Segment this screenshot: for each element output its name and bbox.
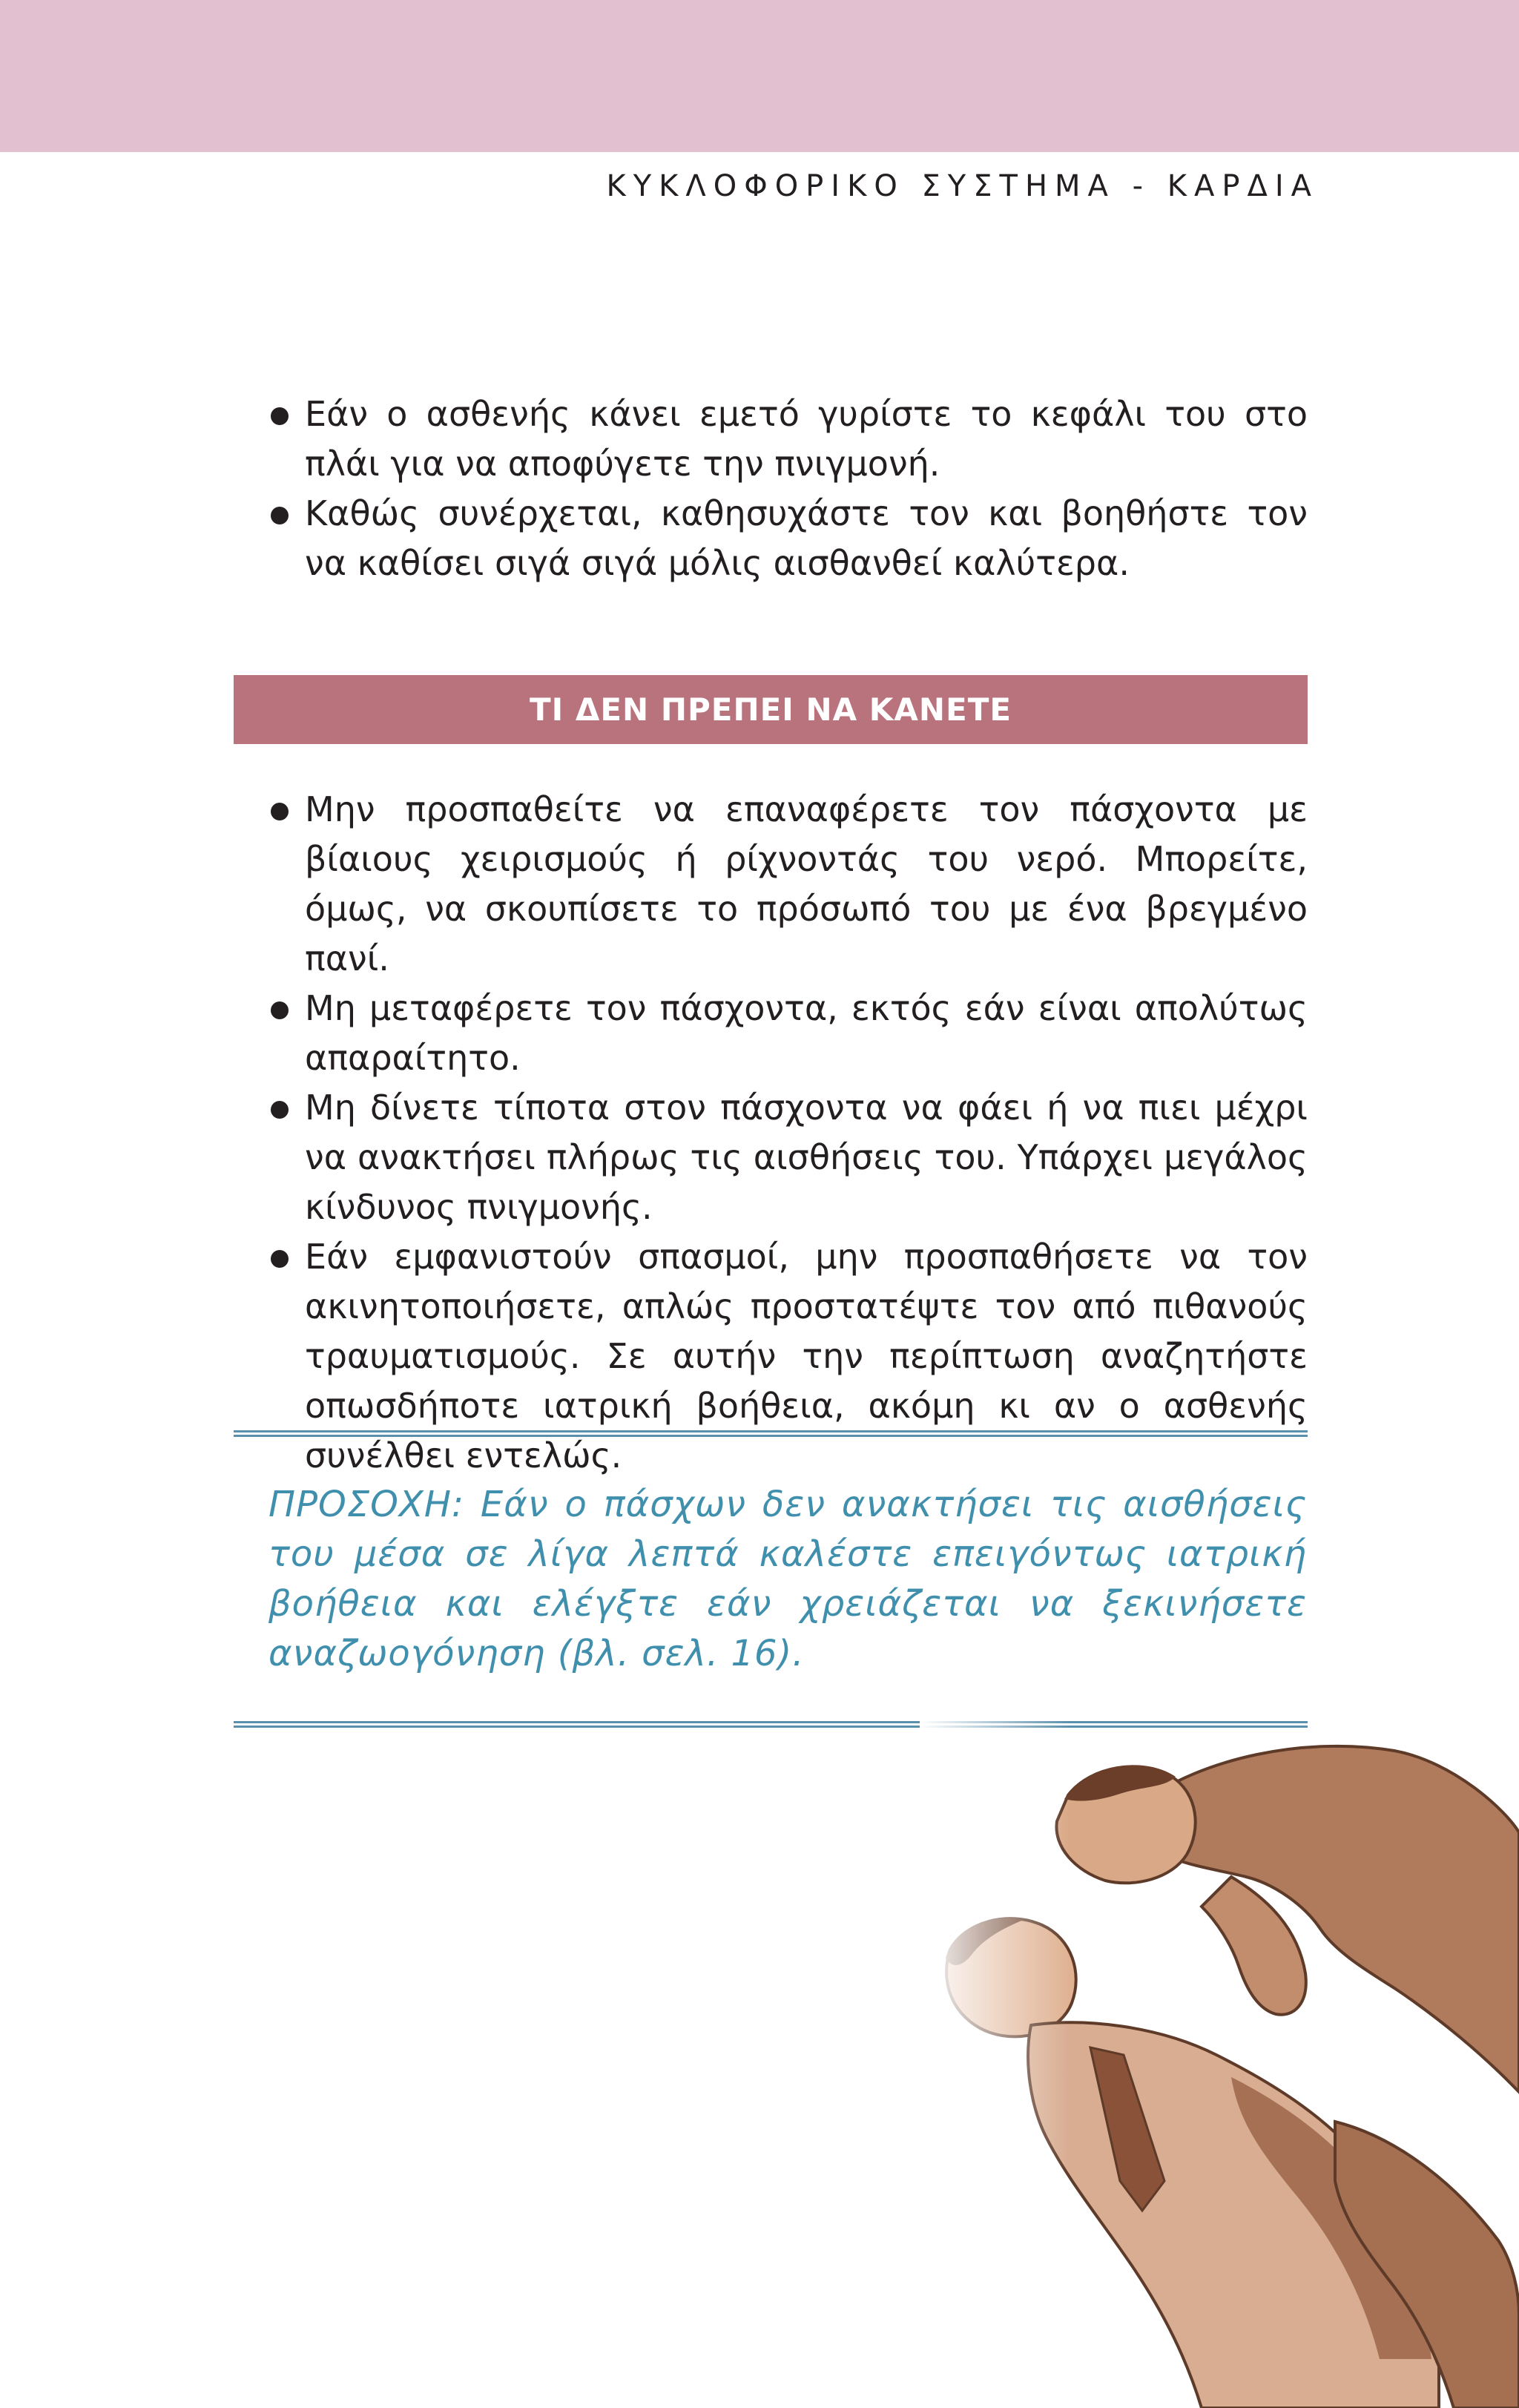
bullet-dot [271,1101,289,1119]
section-heading-bar [234,675,1308,744]
list-item [234,1232,1308,1481]
running-header: ΚΥΚΛΟΦΟΡΙΚΟ ΣΥΣΤΗΜΑ - ΚΑΡΔΙΑ [606,169,1319,203]
bullet-dot [271,803,289,820]
list-item-text: Μη μεταφέρετε τον πάσχοντα, εκτός εάν είναι απολύτως απαραίτητο. [305,988,1308,1078]
dont-do-bullet-list [234,785,1308,1481]
top-color-band [0,0,1519,152]
list-item-text: Εάν εμφανιστούν σπασμοί, μην προσπαθήσετε να τον ακινητοποιήσετε, απλώς προστατέψτε τον από πιθανούς τραυματισμούς. Σε αυτήν την περίπτωση αναζητήστε οπωσδήποτε ιατρική βοήθεια, ακόμη κι αν ο ασθενής συνέλθει εντελώς. [305,1237,1308,1476]
list-item [234,1083,1308,1232]
caution-note: ΠΡΟΣΟΧΗ: Εάν ο πάσχων δεν ανακτήσει τις αισθήσεις του μέσα σε λίγα λεπτά καλέστε επειγόντως ιατρική βοήθεια και ελέγξτε εάν χρειάζεται να ξεκινήσετε αναζωογόνηση (βλ. σελ. 16). [268,1484,1307,1674]
list-item [234,785,1308,984]
list-item-text: Μην προσπαθείτε να επαναφέρετε τον πάσχοντα με βίαιους χειρισμούς ή ρίχνοντάς του νερό. Μπορείτε, όμως, να σκουπίσετε το πρόσωπό του με ένα βρεγμένο πανί. [305,789,1308,978]
bullet-dot [271,507,289,524]
rescue-illustration [920,1706,1519,2408]
list-item [234,489,1308,588]
intro-bullet-list [234,389,1308,588]
list-item [234,389,1308,489]
section-heading: ΤΙ ΔΕΝ ΠΡΕΠΕΙ ΝΑ ΚΑΝΕΤΕ [529,691,1012,728]
bullet-dot [271,407,289,425]
list-item-text: Μη δίνετε τίποτα στον πάσχοντα να φάει ή να πιει μέχρι να ανακτήσει πλήρως τις αισθήσεις του. Υπάρχει μεγάλος κίνδυνος πνιγμονής. [305,1088,1308,1227]
caution-top-rule [234,1430,1308,1437]
list-item-text: Εάν ο ασθενής κάνει εμετό γυρίστε το κεφάλι του στο πλάι για να αποφύγετε την πνιγμονή. [305,394,1308,484]
list-item-text: Καθώς συνέρχεται, καθησυχάστε τον και βοηθήστε τον να καθίσει σιγά σιγά μόλις αισθανθεί καλύτερα. [305,493,1308,583]
list-item [234,984,1308,1083]
bullet-dot [271,1001,289,1019]
bullet-dot [271,1250,289,1268]
